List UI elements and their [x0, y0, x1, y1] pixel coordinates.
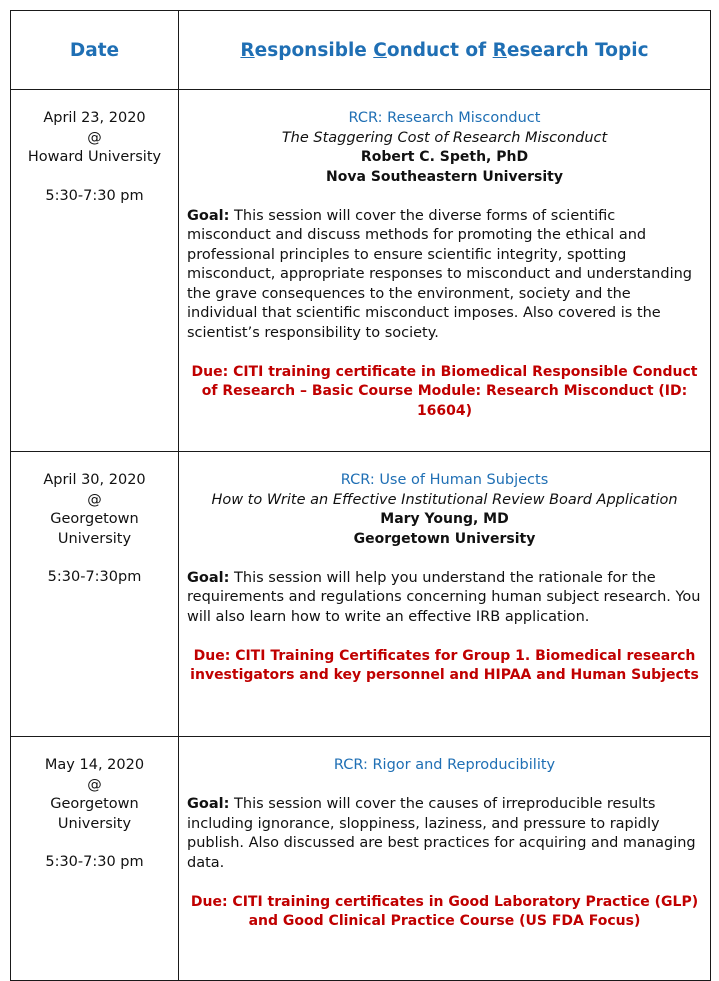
- session-goal: [187, 207, 702, 344]
- session-location: Georgetown: [50, 511, 139, 527]
- session-time: 5:30-7:30 pm: [45, 854, 144, 870]
- goal-label: Goal:: [187, 207, 230, 224]
- session-date-cell: [11, 452, 179, 737]
- session-date: April 30, 2020: [43, 472, 146, 488]
- session-topic-cell: [179, 737, 711, 981]
- topic-header-part: onduct of: [386, 39, 493, 61]
- session-location: University: [57, 815, 132, 832]
- header-row: [11, 11, 711, 90]
- topic-header-part: C: [373, 39, 387, 61]
- session-location: Georgetown: [50, 796, 139, 812]
- session-location: Howard University: [27, 149, 162, 165]
- session-goal: [187, 569, 702, 628]
- topic-column-header: [179, 11, 711, 90]
- session-goal: [187, 795, 702, 873]
- session-row: [11, 90, 711, 452]
- session-date: April 23, 2020: [43, 110, 146, 126]
- goal-text: This session will cover the causes of irreproducible results including ignorance, sloppiness, laziness, and pressure to rapidly publish. Also discussed are best practices for acquiring and managing data.: [187, 796, 696, 871]
- session-title: RCR: Rigor and Reproducibility: [333, 757, 556, 773]
- goal-label: Goal:: [187, 569, 230, 586]
- session-institution: Georgetown University: [353, 530, 536, 547]
- session-speaker: Robert C. Speth, PhD: [360, 149, 529, 165]
- session-title: RCR: Use of Human Subjects: [340, 472, 549, 488]
- session-time: 5:30-7:30pm: [47, 569, 142, 585]
- schedule-table: [10, 10, 711, 981]
- session-at: @: [87, 776, 102, 793]
- goal-text: This session will help you understand the rationale for the requirements and regulations concerning human subject research. You will also learn how to write an effective IRB application.: [187, 569, 701, 625]
- session-subtitle: The Staggering Cost of Research Misconduct: [281, 129, 608, 146]
- date-column-header: Date: [11, 11, 179, 90]
- topic-header-part: R: [240, 39, 255, 61]
- topic-header-part: esponsible: [254, 39, 374, 61]
- session-time: 5:30-7:30 pm: [45, 187, 144, 204]
- session-due: Due: CITI Training Certificates for Group 1. Biomedical research investigators and key personnel and HIPAA and Human Subjects: [190, 647, 699, 683]
- session-title: RCR: Research Misconduct: [348, 110, 541, 126]
- goal-label: Goal:: [187, 796, 230, 812]
- session-row: [11, 452, 711, 737]
- schedule-table-wrapper: [10, 10, 710, 981]
- topic-header-part: esearch Topic: [506, 39, 649, 61]
- session-at: @: [87, 491, 102, 508]
- session-date-cell: [11, 90, 179, 452]
- session-row: [11, 737, 711, 981]
- session-location: University: [57, 530, 132, 547]
- session-date-cell: [11, 737, 179, 981]
- session-topic-cell: [179, 90, 711, 452]
- session-speaker: Mary Young, MD: [380, 511, 509, 527]
- session-topic-cell: [179, 452, 711, 737]
- session-due: Due: CITI training certificates in Good Laboratory Practice (GLP) and Good Clinical Practice Course (US FDA Focus): [190, 893, 699, 929]
- session-date: May 14, 2020: [44, 757, 145, 773]
- session-institution: Nova Southeastern University: [326, 168, 563, 185]
- goal-text: This session will cover the diverse forms of scientific misconduct and discuss methods for promoting the ethical and professional principles to ensure scientific integrity, spotting misconduct, appropriate responses to misconduct and understanding the grave consequences to the environment, society and the individual that scientific misconduct imposes. Also covered is the scientist’s responsibility to society.: [187, 207, 693, 341]
- topic-header-part: R: [492, 39, 507, 61]
- session-subtitle: How to Write an Effective Institutional Review Board Application: [211, 491, 678, 508]
- session-at: @: [87, 129, 102, 146]
- session-due: Due: CITI training certificate in Biomedical Responsible Conduct of Research – Basic Course Module: Research Misconduct (ID: 16604): [191, 363, 698, 419]
